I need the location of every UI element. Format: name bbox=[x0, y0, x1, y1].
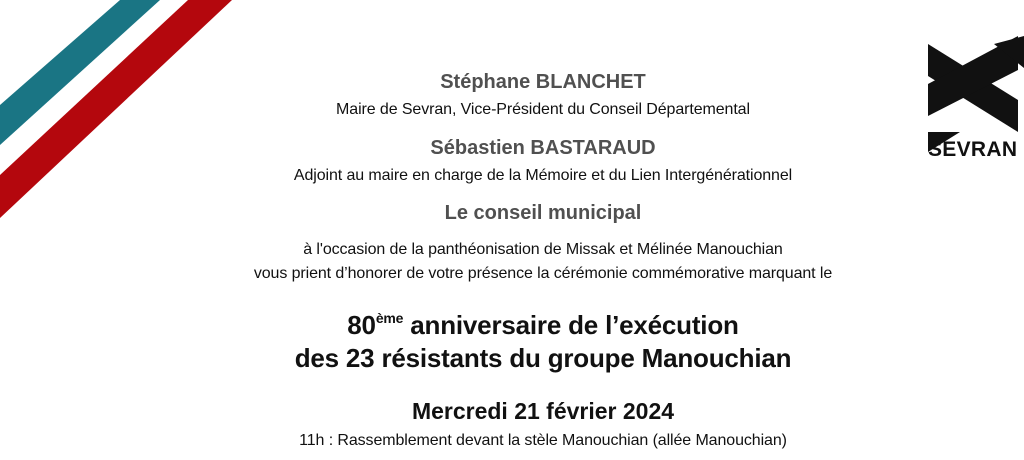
host1-role: Maire de Sevran, Vice-Président du Conseil Départemental bbox=[336, 101, 750, 118]
host2-name: Sébastien BASTARAUD bbox=[430, 137, 656, 159]
council-name: Le conseil municipal bbox=[444, 202, 642, 224]
occasion-line-1: à l'occasion de la panthéonisation de Missak et Mélinée Manouchian bbox=[303, 241, 783, 258]
title-number: 80 bbox=[347, 310, 376, 340]
event-date: Mercredi 21 février 2024 bbox=[411, 398, 675, 424]
title-line-1-text: anniversaire de l’exécution bbox=[403, 310, 739, 340]
title-superscript: ème bbox=[375, 310, 404, 326]
sevran-logo-text: SEVRAN bbox=[928, 138, 1018, 161]
occasion-line-2: vous prient d’honorer de votre présence la cérémonie commémorative marquant le bbox=[253, 265, 833, 282]
host1-name: Stéphane BLANCHET bbox=[440, 71, 646, 93]
event-title-line-2: des 23 résistants du groupe Manouchian bbox=[294, 343, 792, 373]
event-schedule: 11h : Rassemblement devant la stèle Manouchian (allée Manouchian) bbox=[299, 432, 787, 449]
event-title-line-1 bbox=[220, 312, 866, 338]
tricolor-stripes bbox=[0, 0, 240, 230]
host2-role: Adjoint au maire en charge de la Mémoire et du Lien Intergénérationnel bbox=[293, 167, 793, 184]
